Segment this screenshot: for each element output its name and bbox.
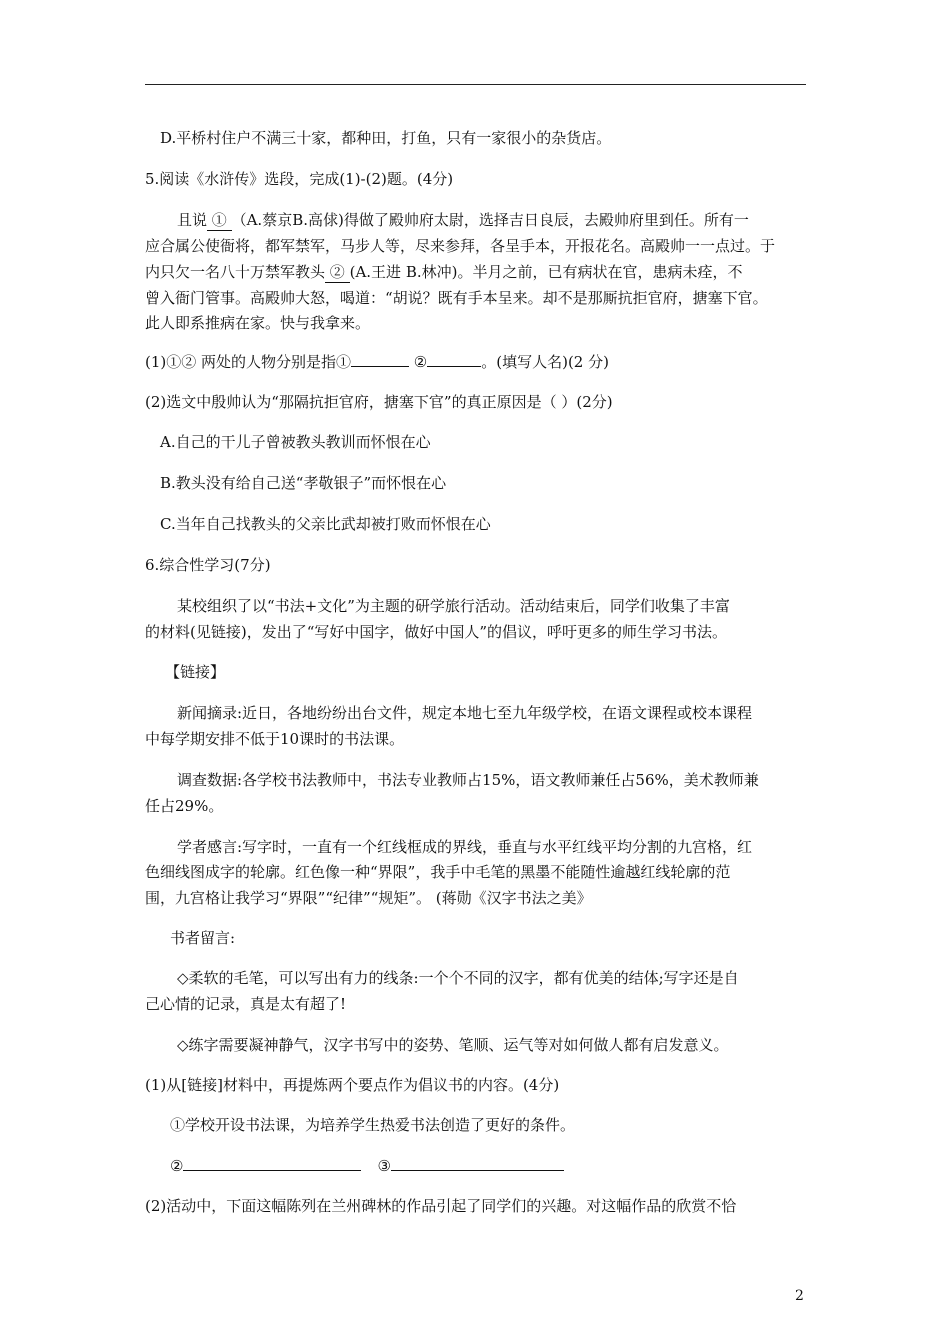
intro-line-2: 的材料(见链接)，发出了“写好中国字，做好中国人”的倡议，呼吁更多的师生学习书法。 xyxy=(145,623,728,641)
intro-line-1: 某校组织了以“书法+文化”为主题的研学旅行活动。活动结束后，同学们收集了丰富 xyxy=(177,597,730,615)
survey-line-2: 任占29%。 xyxy=(145,797,224,815)
passage-line-1: 且说 ① （A.蔡京B.高俅)得做了殿帅府太尉，选择吉日良辰，去殿帅府里到任。所有一 xyxy=(177,211,749,229)
writer-heading: 书者留言: xyxy=(170,929,236,947)
writer-line-3: ◇练字需要凝神静气，汉字书写中的姿势、笔顺、运气等对如何做人都有启发意义。 xyxy=(177,1036,729,1054)
passage-line-2: 应合属公使衙将，都军禁军，马步人等，尽来参拜，各呈手本，开报花名。高殿帅一一点过。于 xyxy=(145,237,776,255)
option-d: D.平桥村住户不满三十家，都种田，打鱼，只有一家很小的杂货店。 xyxy=(160,129,612,147)
subquestion-1: (1)①② 两处的人物分别是指① ② 。(填写人名)(2 分) xyxy=(145,353,609,371)
option-b: B.教头没有给自己送“孝敬银子”而怀恨在心 xyxy=(160,474,447,492)
answer-blank-1[interactable] xyxy=(351,352,409,367)
answer-blank-3[interactable] xyxy=(183,1156,361,1171)
task-2: (2)活动中，下面这幅陈列在兰州碑林的作品引起了同学们的兴趣。对这幅作品的欣赏不恰 xyxy=(145,1197,737,1215)
writer-line-1: ◇柔软的毛笔，可以写出有力的线条:一个个不同的汉字，都有优美的结体;写字还是自 xyxy=(177,969,739,987)
task-1-points-2-3: ② ③ xyxy=(170,1156,564,1176)
task-1: (1)从[链接]材料中，再提炼两个要点作为倡议书的内容。(4分) xyxy=(145,1076,560,1094)
scholar-line-1: 学者感言:写字时，一直有一个红线框成的界线，垂直与水平红线平均分割的九宫格，红 xyxy=(177,838,753,856)
subquestion-2: (2)选文中殷帅认为“那隔抗拒官府，搪塞下官”的真正原因是（ ）(2分) xyxy=(145,393,613,411)
option-a: A.自己的干儿子曾被教头教训而怀恨在心 xyxy=(160,433,431,451)
option-c: C.当年自己找教头的父亲比武却被打败而怀恨在心 xyxy=(160,515,491,533)
writer-line-2: 己心情的记录，真是太有超了! xyxy=(145,995,347,1013)
blank-marker-1: ① xyxy=(207,211,232,231)
header-rule xyxy=(145,84,806,85)
answer-blank-2[interactable] xyxy=(427,352,481,367)
task-1-point-1: ①学校开设书法课，为培养学生热爱书法创造了更好的条件。 xyxy=(170,1116,576,1134)
passage-line-4: 曾入衙门管事。高殿帅大怒，喝道：“胡说？既有手本呈来。却不是那厮抗拒官府，搪塞下官。 xyxy=(145,289,768,307)
question-6-title: 6.综合性学习(7分) xyxy=(145,556,271,574)
link-heading: 【链接】 xyxy=(165,663,226,681)
blank-marker-2: ② xyxy=(325,263,350,283)
page-number: 2 xyxy=(795,1288,804,1304)
question-5-title: 5.阅读《水浒传》选段，完成(1)-(2)题。(4分) xyxy=(145,170,454,188)
survey-line-1: 调查数据:各学校书法教师中，书法专业教师占15%，语文教师兼任占56%，美术教师兼 xyxy=(177,771,759,789)
passage-line-3: 内只欠一名八十万禁军教头 ② (A.王进 B.林冲)。半月之前，已有病状在官，患病未痊，不 xyxy=(145,263,743,281)
scholar-line-2: 色细线图成字的轮廓。红色像一种“界限”，我手中毛笔的黑墨不能随性逾越红线轮廓的范 xyxy=(145,863,731,881)
news-line-2: 中每学期安排不低于10课时的书法课。 xyxy=(145,730,405,748)
scholar-line-3: 围，九宫格让我学习“界限”“纪律”“规矩”。 (蒋勋《汉字书法之美》 xyxy=(145,889,592,907)
passage-line-5: 此人即系推病在家。快与我拿来。 xyxy=(145,314,371,332)
news-line-1: 新闻摘录:近日，各地纷纷出台文件，规定本地七至九年级学校，在语文课程或校本课程 xyxy=(177,704,753,722)
answer-blank-4[interactable] xyxy=(391,1156,564,1171)
